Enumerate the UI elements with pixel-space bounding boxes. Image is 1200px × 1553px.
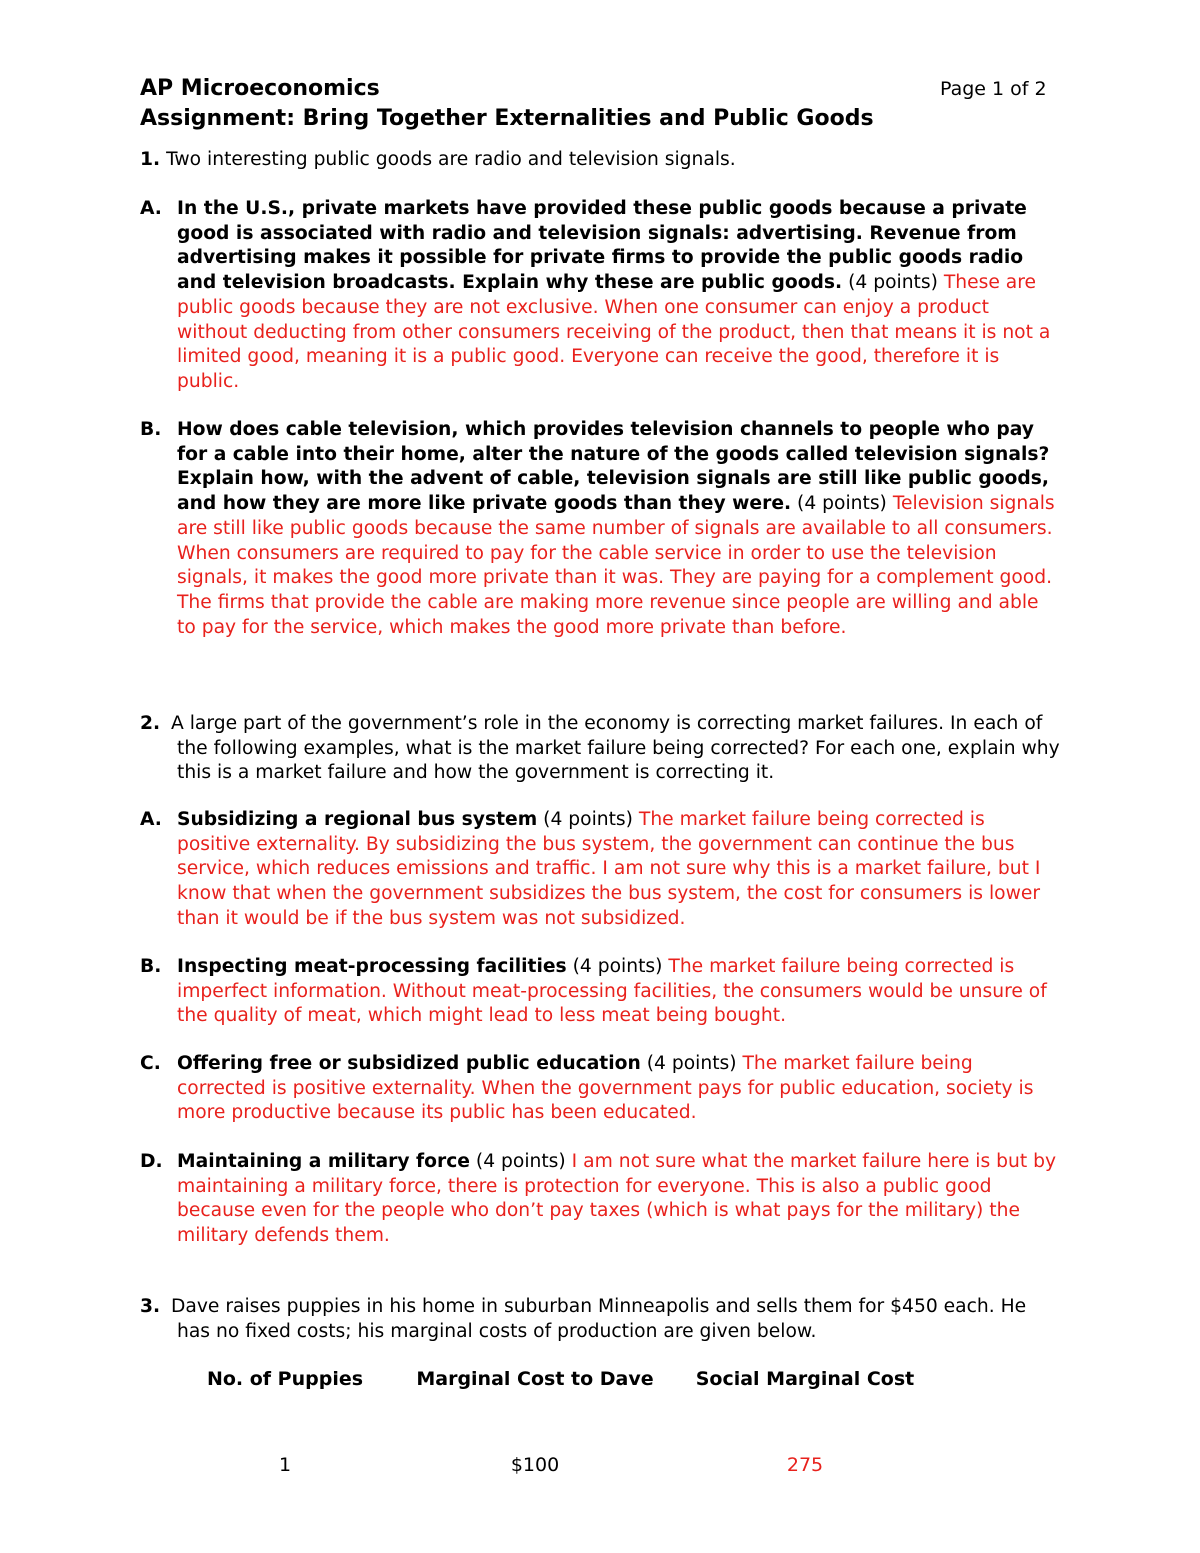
q1b-label: B. bbox=[140, 419, 162, 440]
q3-text: Dave raises puppies in his home in suburban Minneapolis and sells them for $450 each. He has no fixed costs; his marginal costs of production are given below. bbox=[171, 1296, 1027, 1342]
q2a-answer: The market failure being corrected is positive externality. By subsidizing the bus system, the government can continue the bus service, which reduces emissions and traffic. I am not sure why this is a market failure, but I know that when the government subsidizes the bus system, the cost for consumers is lower than it would be if the bus system was not subsidized. bbox=[177, 809, 1041, 929]
q1a-question: In the U.S., private markets have provided these public goods because a private good is associated with radio and television signals: advertising. Revenue from advertising makes it possible for private firms to provide the public goods radio and television broadcasts. Explain why these are public goods. bbox=[177, 198, 1027, 294]
q2a-body bbox=[140, 808, 1060, 932]
q2a-points: (4 points) bbox=[543, 809, 633, 830]
q2a bbox=[140, 808, 1060, 932]
q2b-label: B. bbox=[140, 956, 162, 977]
q2d bbox=[140, 1150, 1060, 1249]
q1a-points: (4 points) bbox=[848, 272, 938, 294]
q1b bbox=[140, 418, 1060, 640]
q1-text: Two interesting public goods are radio and television signals. bbox=[166, 149, 736, 170]
q2c-points: (4 points) bbox=[646, 1053, 737, 1074]
q2a-question: Subsidizing a regional bus system bbox=[177, 809, 538, 830]
table-row bbox=[175, 1394, 935, 1476]
q2c bbox=[140, 1052, 1060, 1126]
q2d-body bbox=[140, 1150, 1060, 1249]
q1a-label: A. bbox=[140, 198, 162, 219]
q2d-question: Maintaining a military force bbox=[177, 1151, 470, 1172]
q2c-body bbox=[140, 1052, 1060, 1126]
q3-intro bbox=[140, 1295, 1060, 1344]
q2-text: A large part of the government’s role in the economy is correcting market failures. In each of the following examples, what is the market failure being corrected? For each one, explain why this is a market failure and how the government is correcting it. bbox=[171, 713, 1060, 784]
col-header-puppies: No. of Puppies bbox=[206, 1368, 364, 1390]
q1b-question: How does cable television, which provides television channels to people who pay for a cable into their home, alter the nature of the goods called television signals? Explain how, with the advent of cable, television signals are still like public goods, and how they are more like private goods than they were. bbox=[177, 419, 1050, 515]
table-header-row bbox=[175, 1364, 935, 1394]
q2d-answer: I am not sure what the market failure here is but by maintaining a military force, there is protection for everyone. This is also a public good because even for the people who don’t pay taxes (which is what pays for the military) the military defends them. bbox=[177, 1151, 1057, 1247]
puppies-cost-table bbox=[175, 1364, 935, 1476]
q1-intro bbox=[140, 148, 1060, 173]
col-header-mc-dave: Marginal Cost to Dave bbox=[416, 1368, 654, 1390]
q2b-question: Inspecting meat-processing facilities bbox=[177, 956, 567, 977]
cell-mc-dave: $100 bbox=[510, 1454, 560, 1476]
q2b-points: (4 points) bbox=[572, 956, 663, 977]
q2b-answer: The market failure being corrected is imperfect information. Without meat-processing facilities, the consumers would be unsure of the quality of meat, which might lead to less meat being bought. bbox=[177, 956, 1047, 1027]
page-number: Page 1 of 2 bbox=[940, 78, 1047, 100]
q1a bbox=[140, 197, 1060, 395]
q3-body bbox=[140, 1295, 1060, 1344]
q3-number: 3. bbox=[140, 1296, 161, 1317]
q2c-answer: The market failure being corrected is positive externality. When the government pays for public education, society is more productive because its public has been educated. bbox=[177, 1053, 1034, 1124]
q2d-points: (4 points) bbox=[475, 1151, 566, 1172]
cell-puppies: 1 bbox=[278, 1454, 292, 1476]
q2c-label: C. bbox=[140, 1053, 161, 1074]
q1b-answer: Television signals are still like public goods because the same number of signals are available to all consumers. When consumers are required to pay for the cable service in order to use the television signals, it makes the good more private than it was. They are paying for a complement good. The firms that provide the cable are making more revenue since people are willing and able to pay for the service, which makes the good more private than before. bbox=[177, 493, 1055, 638]
q2-number: 2. bbox=[140, 713, 161, 734]
q2-body bbox=[140, 712, 1060, 786]
q1a-answer: These are public goods because they are not exclusive. When one consumer can enjoy a product without deducting from other consumers receiving of the product, then that means it is not a limited good, meaning it is a public good. Everyone can receive the good, therefore it is public. bbox=[177, 272, 1051, 392]
q2-intro bbox=[140, 712, 1060, 786]
col-header-social-mc: Social Marginal Cost bbox=[695, 1368, 915, 1390]
q1a-body bbox=[140, 197, 1060, 395]
assignment-title: Assignment: Bring Together Externalities and Public Goods bbox=[140, 106, 874, 131]
q1b-body bbox=[140, 418, 1060, 640]
course-title: AP Microeconomics bbox=[140, 76, 380, 101]
q2c-question: Offering free or subsidized public education bbox=[177, 1053, 641, 1074]
q1b-points: (4 points) bbox=[797, 493, 887, 515]
q2b bbox=[140, 955, 1060, 1029]
q2a-label: A. bbox=[140, 809, 162, 830]
cell-social-mc: 275 bbox=[786, 1454, 824, 1476]
q1-number: 1. bbox=[140, 149, 161, 170]
q2d-label: D. bbox=[140, 1151, 163, 1172]
q2b-body bbox=[140, 955, 1060, 1029]
